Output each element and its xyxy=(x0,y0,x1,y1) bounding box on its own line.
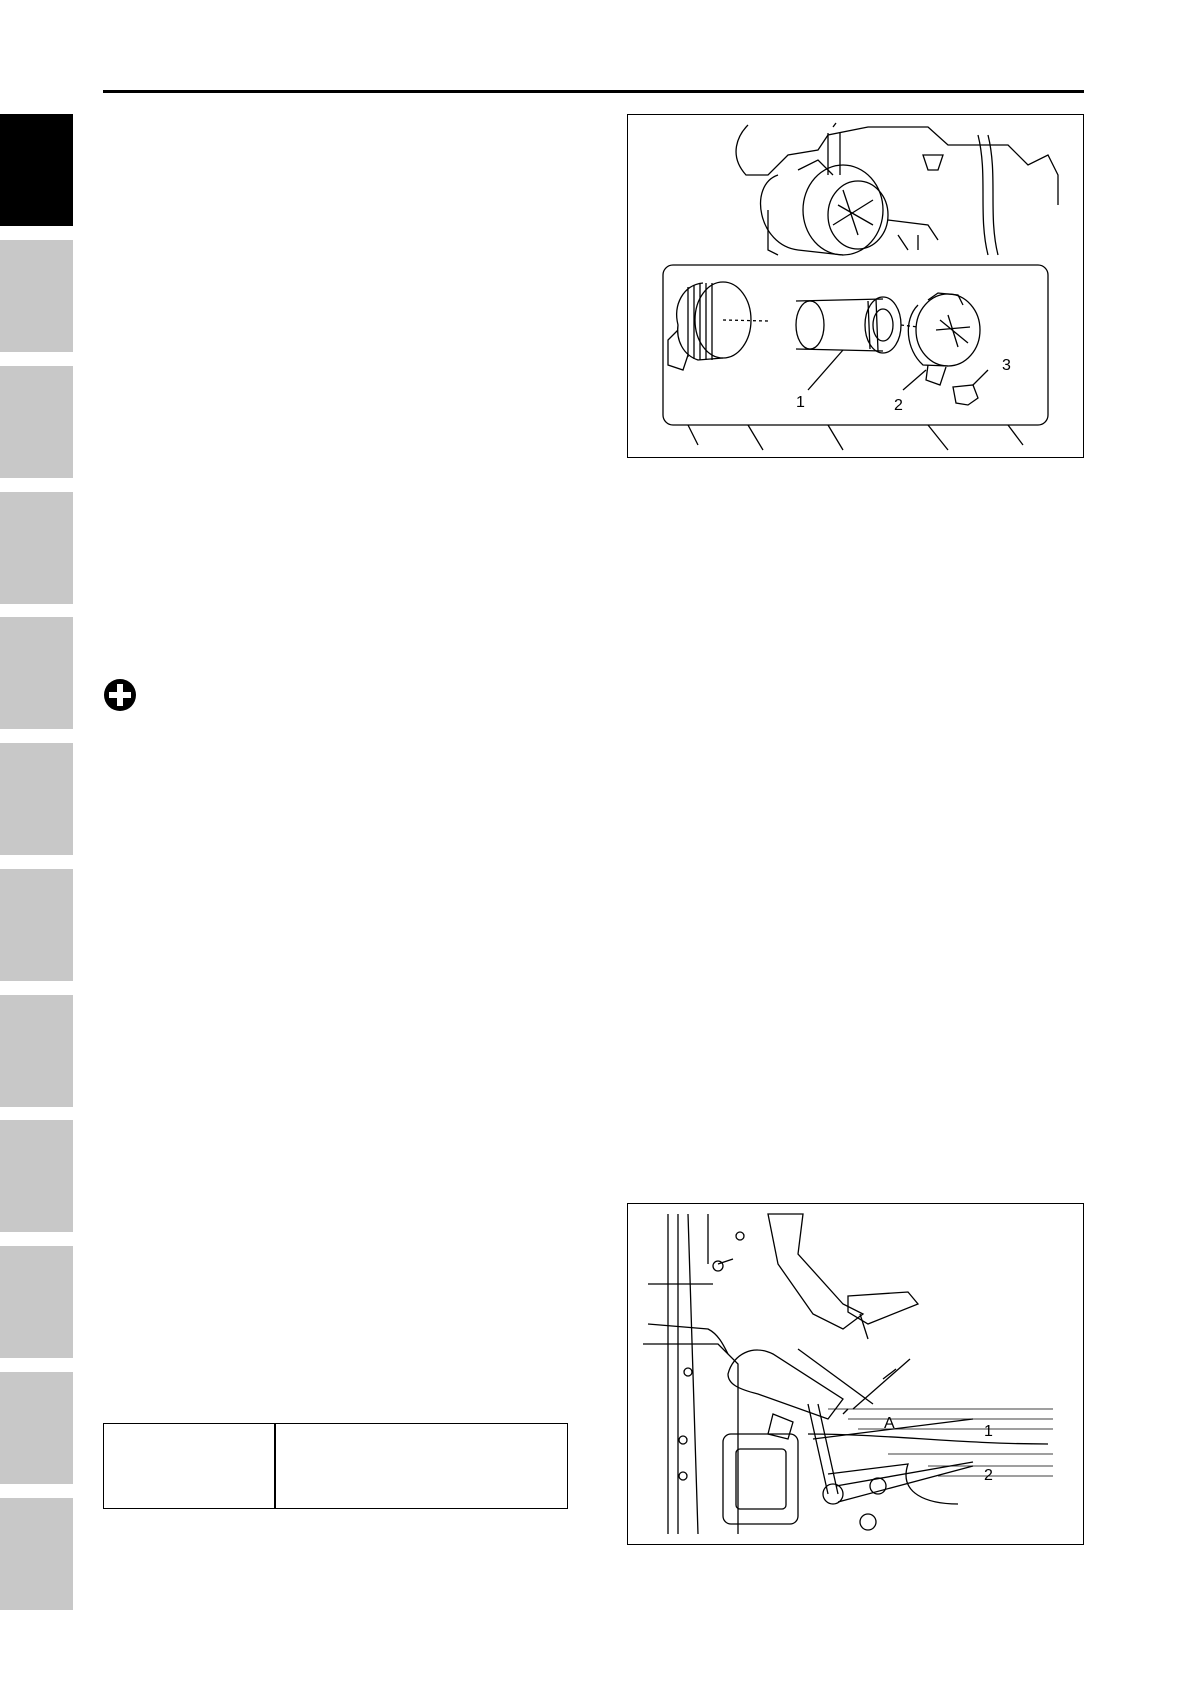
plus-circle-icon xyxy=(103,678,137,712)
chapter-tab-8[interactable] xyxy=(0,995,73,1107)
spec-table-divider xyxy=(274,1424,276,1508)
spec-table xyxy=(103,1423,568,1509)
air-filter-illustration xyxy=(628,115,1084,458)
header-rule xyxy=(103,90,1084,93)
chapter-tab-7[interactable] xyxy=(0,869,73,981)
callout-A: A xyxy=(884,1415,895,1432)
chapter-tab-3[interactable] xyxy=(0,366,73,478)
chapter-tab-1[interactable] xyxy=(0,114,73,226)
chapter-tab-10[interactable] xyxy=(0,1246,73,1358)
chapter-tab-11[interactable] xyxy=(0,1372,73,1484)
chapter-tab-12[interactable] xyxy=(0,1498,73,1610)
chapter-tab-5[interactable] xyxy=(0,617,73,729)
callout-1: 1 xyxy=(796,394,805,411)
chapter-tab-6[interactable] xyxy=(0,743,73,855)
chapter-tab-4[interactable] xyxy=(0,492,73,604)
callout-3: 3 xyxy=(1002,357,1011,374)
callout-1: 1 xyxy=(984,1423,993,1440)
chapter-tab-2[interactable] xyxy=(0,240,73,352)
pedal-illustration xyxy=(628,1204,1084,1545)
callout-2: 2 xyxy=(984,1467,993,1484)
callout-2: 2 xyxy=(894,397,903,414)
air-filter-figure xyxy=(627,114,1084,458)
chapter-tab-9[interactable] xyxy=(0,1120,73,1232)
pedal-figure xyxy=(627,1203,1084,1545)
